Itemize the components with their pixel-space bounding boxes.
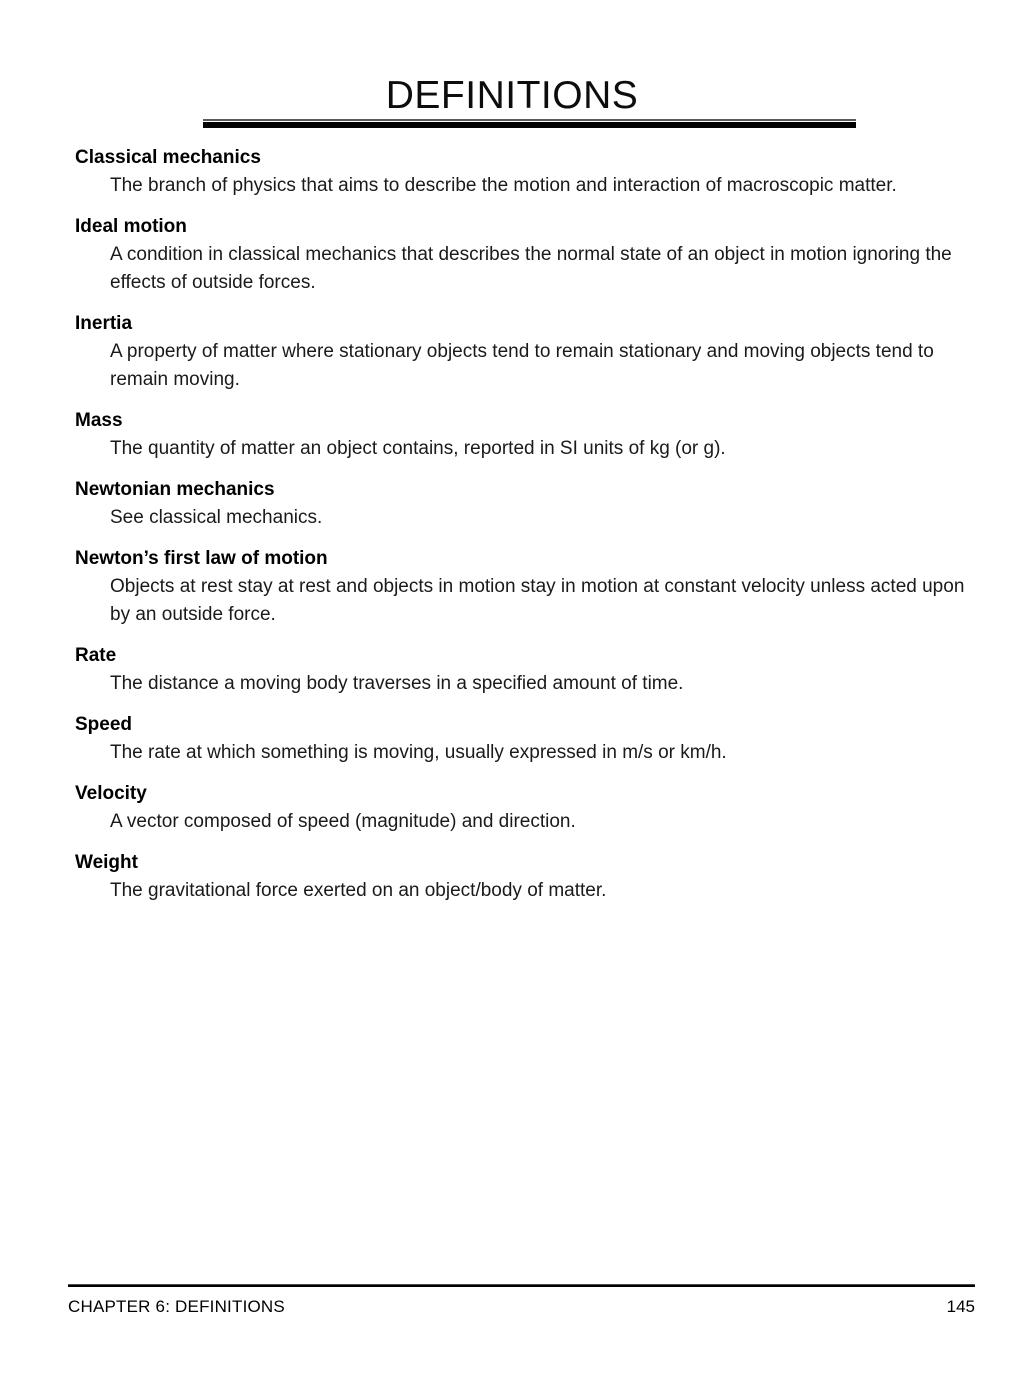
definition-text: The rate at which something is moving, usually expressed in m/s or km/h. — [110, 742, 727, 763]
definition-term: Weight — [75, 852, 138, 873]
definition-text: A condition in classical mechanics that describes the normal state of an object in motion ignoring the effects of outside forces. — [110, 244, 952, 293]
definition-term: Classical mechanics — [75, 147, 261, 168]
definition-text: A vector composed of speed (magnitude) and direction. — [110, 811, 576, 832]
definition-entry — [75, 407, 975, 463]
definition-list — [75, 144, 975, 905]
title-divider-thick-line — [203, 122, 856, 128]
definition-term: Mass — [75, 410, 123, 431]
definition-term: Newton’s first law of motion — [75, 548, 328, 569]
footer-row — [68, 1297, 975, 1317]
definition-term: Ideal motion — [75, 216, 187, 237]
definition-term: Velocity — [75, 783, 147, 804]
definition-text: A property of matter where stationary objects tend to remain stationary and moving objects tend to remain moving. — [110, 341, 934, 390]
definition-term: Inertia — [75, 313, 133, 334]
footer-page-number: 145 — [946, 1297, 975, 1316]
definition-entry — [75, 711, 975, 767]
footer-chapter-label: CHAPTER 6: DEFINITIONS — [68, 1297, 285, 1316]
definition-entry — [75, 476, 975, 532]
definition-entry — [75, 849, 975, 905]
definition-text: The gravitational force exerted on an object/body of matter. — [110, 880, 607, 901]
definition-entry — [75, 642, 975, 698]
definition-entry — [75, 144, 975, 200]
definition-entry — [75, 780, 975, 836]
title-divider — [203, 119, 856, 129]
definition-text: The branch of physics that aims to describe the motion and interaction of macroscopic matter. — [110, 175, 897, 196]
definition-text: The distance a moving body traverses in a specified amount of time. — [110, 673, 684, 694]
definition-term: Rate — [75, 645, 117, 666]
page-footer — [68, 1284, 975, 1317]
definition-entry — [75, 310, 975, 394]
title-block — [0, 74, 1024, 118]
definition-term: Newtonian mechanics — [75, 479, 275, 500]
definition-text: The quantity of matter an object contains, reported in SI units of kg (or g). — [110, 438, 726, 459]
page-title: DEFINITIONS — [385, 74, 639, 117]
definition-entry — [75, 213, 975, 297]
definition-entry — [75, 545, 975, 629]
definition-text: Objects at rest stay at rest and objects in motion stay in motion at constant velocity unless acted upon by an outside force. — [110, 576, 965, 625]
footer-divider — [68, 1284, 975, 1287]
definition-text: See classical mechanics. — [110, 507, 323, 528]
definition-term: Speed — [75, 714, 133, 735]
